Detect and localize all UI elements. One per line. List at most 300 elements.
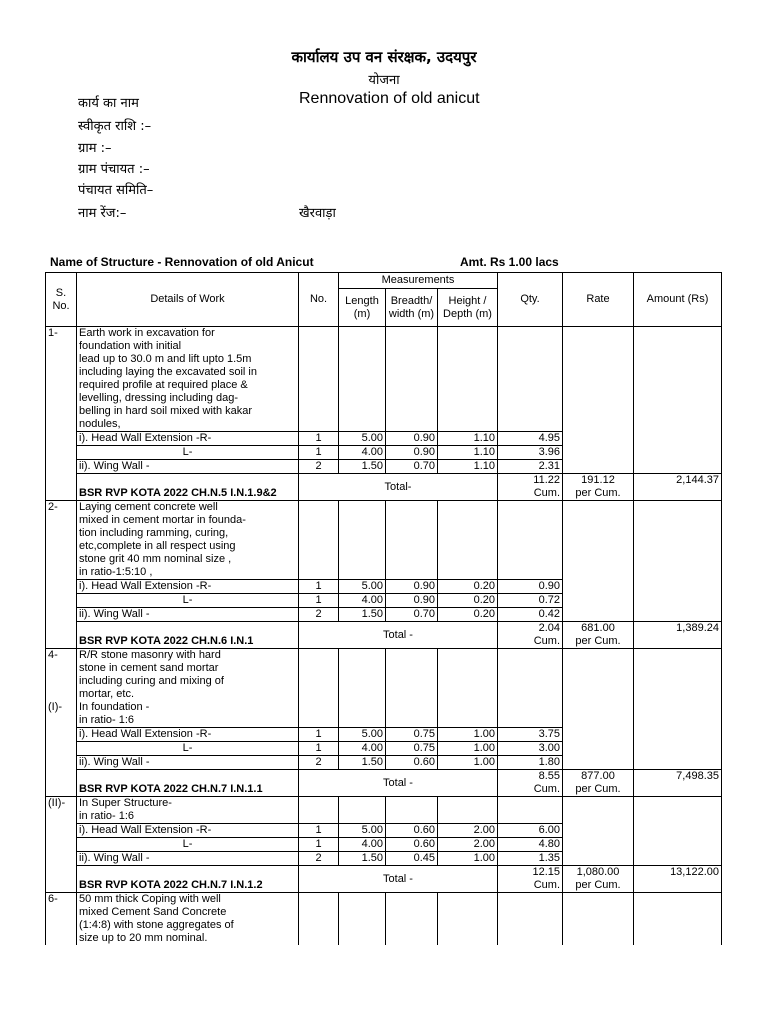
- empty-cell: [563, 852, 634, 866]
- length-cell: 5.00: [339, 432, 386, 446]
- empty-cell: [634, 460, 722, 474]
- total-label: Total -: [299, 866, 498, 893]
- empty-cell: [634, 327, 722, 341]
- empty-cell: [386, 662, 438, 675]
- per-unit-label: per Cum.: [563, 879, 634, 893]
- empty-cell: [438, 714, 498, 728]
- empty-cell: [498, 906, 563, 919]
- empty-cell: [634, 553, 722, 566]
- breadth-cell: 0.75: [386, 742, 438, 756]
- serial-number: [46, 514, 77, 527]
- table-row: [46, 662, 722, 675]
- work-description-line: including laying the excavated soil in: [77, 366, 299, 379]
- empty-cell: [339, 893, 386, 907]
- empty-cell: [498, 714, 563, 728]
- count-cell: 1: [299, 742, 339, 756]
- serial-number: [46, 540, 77, 553]
- empty-cell: [299, 649, 339, 663]
- work-name-value: Rennovation of old anicut: [299, 90, 480, 107]
- serial-number: [46, 688, 77, 701]
- bsr-code: BSR RVP KOTA 2022 CH.N.7 I.N.1.1: [79, 783, 263, 795]
- empty-cell: [438, 418, 498, 432]
- empty-cell: [299, 810, 339, 824]
- work-description-line: Earth work in excavation for: [77, 327, 299, 341]
- empty-cell: [563, 540, 634, 553]
- empty-cell: [563, 649, 634, 663]
- table-row: [46, 866, 722, 880]
- empty-cell: [299, 797, 339, 811]
- work-description-line: levelling, dressing including dag-: [77, 392, 299, 405]
- table-row: [46, 566, 722, 580]
- empty-cell: [438, 327, 498, 341]
- empty-cell: [498, 932, 563, 945]
- col-breadth: Breadth/ width (m): [386, 289, 438, 327]
- col-rate: Rate: [563, 273, 634, 327]
- work-description-line: mixed Cement Sand Concrete: [77, 906, 299, 919]
- length-cell: 4.00: [339, 742, 386, 756]
- table-row: [46, 797, 722, 811]
- work-description-line: Laying cement concrete well: [77, 501, 299, 515]
- table-row: [46, 728, 722, 742]
- total-label: Total -: [299, 622, 498, 649]
- empty-cell: [634, 932, 722, 945]
- empty-cell: [563, 838, 634, 852]
- empty-cell: [438, 540, 498, 553]
- empty-cell: [299, 701, 339, 714]
- empty-cell: [339, 340, 386, 353]
- village-label: ग्राम :–: [78, 141, 112, 156]
- unit-label: Cum.: [498, 783, 563, 797]
- empty-cell: [563, 432, 634, 446]
- range-value: खैरवाड़ा: [299, 206, 336, 221]
- table-row: [46, 688, 722, 701]
- empty-cell: [339, 797, 386, 811]
- height-cell: 0.20: [438, 580, 498, 594]
- ratio-text: in ratio- 1:6: [77, 810, 299, 824]
- per-unit-label: per Cum.: [563, 487, 634, 501]
- empty-cell: [634, 566, 722, 580]
- qty-cell: 3.75: [498, 728, 563, 742]
- empty-cell: [498, 405, 563, 418]
- table-row: [46, 514, 722, 527]
- serial-number: [46, 379, 77, 392]
- empty-cell: [634, 893, 722, 907]
- empty-cell: [634, 340, 722, 353]
- empty-cell: [634, 919, 722, 932]
- empty-cell: [563, 756, 634, 770]
- height-cell: 1.10: [438, 432, 498, 446]
- empty-cell: [438, 566, 498, 580]
- total-qty: 11.22: [498, 474, 563, 488]
- work-description-line: mixed in cement mortar in founda-: [77, 514, 299, 527]
- work-description-line: size up to 20 mm nominal.: [77, 932, 299, 945]
- col-qty: Qty.: [498, 273, 563, 327]
- empty-cell: [46, 742, 77, 756]
- work-description-line: belling in hard soil mixed with kakar: [77, 405, 299, 418]
- empty-cell: [563, 824, 634, 838]
- empty-cell: [386, 566, 438, 580]
- empty-cell: [386, 353, 438, 366]
- empty-cell: [46, 622, 77, 636]
- unit-label: Cum.: [498, 487, 563, 501]
- total-qty: 8.55: [498, 770, 563, 784]
- length-cell: 1.50: [339, 852, 386, 866]
- empty-cell: [438, 366, 498, 379]
- empty-cell: [339, 327, 386, 341]
- empty-cell: [438, 675, 498, 688]
- empty-cell: [386, 906, 438, 919]
- empty-cell: [46, 608, 77, 622]
- empty-cell: [46, 446, 77, 460]
- sub-serial-number: (I)-: [46, 701, 77, 714]
- empty-cell: [386, 405, 438, 418]
- bsr-reference: [77, 770, 299, 797]
- empty-cell: [438, 932, 498, 945]
- table-row: [46, 852, 722, 866]
- breadth-cell: 0.60: [386, 824, 438, 838]
- empty-cell: [299, 675, 339, 688]
- empty-cell: [46, 714, 77, 728]
- table-row: [46, 418, 722, 432]
- count-cell: 1: [299, 594, 339, 608]
- measurement-row-name: L-: [77, 594, 299, 608]
- amount-value: 7,498.35: [634, 770, 722, 797]
- qty-cell: 2.31: [498, 460, 563, 474]
- bsr-code: BSR RVP KOTA 2022 CH.N.5 I.N.1.9&2: [79, 487, 277, 499]
- count-cell: 1: [299, 446, 339, 460]
- breadth-cell: 0.90: [386, 580, 438, 594]
- count-cell: 1: [299, 432, 339, 446]
- empty-cell: [299, 379, 339, 392]
- empty-cell: [299, 366, 339, 379]
- empty-cell: [634, 838, 722, 852]
- col-measurements: Measurements: [339, 273, 498, 289]
- empty-cell: [438, 797, 498, 811]
- serial-number: 1-: [46, 327, 77, 341]
- measurement-row-name: i). Head Wall Extension -R-: [77, 824, 299, 838]
- empty-cell: [299, 553, 339, 566]
- serial-number: [46, 527, 77, 540]
- serial-number: (II)-: [46, 797, 77, 811]
- table-row: [46, 527, 722, 540]
- empty-cell: [498, 662, 563, 675]
- table-row: [46, 742, 722, 756]
- empty-cell: [634, 366, 722, 379]
- empty-cell: [498, 919, 563, 932]
- empty-cell: [563, 675, 634, 688]
- empty-cell: [438, 701, 498, 714]
- height-cell: 1.00: [438, 728, 498, 742]
- qty-cell: 1.35: [498, 852, 563, 866]
- empty-cell: [386, 701, 438, 714]
- height-cell: 1.00: [438, 852, 498, 866]
- empty-cell: [339, 379, 386, 392]
- empty-cell: [563, 340, 634, 353]
- measurement-row-name: i). Head Wall Extension -R-: [77, 432, 299, 446]
- empty-cell: [634, 594, 722, 608]
- ratio-text: in ratio- 1:6: [77, 714, 299, 728]
- empty-cell: [634, 824, 722, 838]
- empty-cell: [563, 714, 634, 728]
- empty-cell: [299, 392, 339, 405]
- empty-cell: [498, 566, 563, 580]
- empty-cell: [438, 810, 498, 824]
- gram-panchayat-label: ग्राम पंचायत :–: [78, 162, 150, 177]
- empty-cell: [46, 783, 77, 797]
- empty-cell: [563, 662, 634, 675]
- col-sno: S. No.: [46, 273, 77, 327]
- empty-cell: [339, 566, 386, 580]
- empty-cell: [498, 675, 563, 688]
- table-row: [46, 379, 722, 392]
- empty-cell: [563, 501, 634, 515]
- empty-cell: [438, 353, 498, 366]
- length-cell: 4.00: [339, 446, 386, 460]
- breadth-cell: 0.90: [386, 446, 438, 460]
- empty-cell: [299, 714, 339, 728]
- empty-cell: [46, 432, 77, 446]
- table-row: [46, 919, 722, 932]
- empty-cell: [634, 662, 722, 675]
- empty-cell: [563, 527, 634, 540]
- work-description-line: lead up to 30.0 m and lift upto 1.5m: [77, 353, 299, 366]
- empty-cell: [299, 405, 339, 418]
- empty-cell: [386, 418, 438, 432]
- empty-cell: [299, 688, 339, 701]
- empty-cell: [563, 701, 634, 714]
- serial-number: [46, 675, 77, 688]
- col-no: No.: [299, 273, 339, 327]
- empty-cell: [563, 379, 634, 392]
- table-row: [46, 353, 722, 366]
- empty-cell: [299, 893, 339, 907]
- total-qty: 2.04: [498, 622, 563, 636]
- count-cell: 1: [299, 580, 339, 594]
- height-cell: 2.00: [438, 824, 498, 838]
- empty-cell: [299, 932, 339, 945]
- panchayat-samiti-label: पंचायत समिति–: [78, 183, 154, 198]
- per-unit-label: per Cum.: [563, 783, 634, 797]
- empty-cell: [498, 649, 563, 663]
- work-description-line: (1:4:8) with stone aggregates of: [77, 919, 299, 932]
- table-row: [46, 906, 722, 919]
- empty-cell: [339, 810, 386, 824]
- empty-cell: [563, 327, 634, 341]
- scheme-label: योजना: [368, 73, 400, 88]
- empty-cell: [46, 824, 77, 838]
- length-cell: 5.00: [339, 824, 386, 838]
- empty-cell: [339, 392, 386, 405]
- sub-item-title: In foundation -: [77, 701, 299, 714]
- empty-cell: [339, 405, 386, 418]
- table-row: [46, 893, 722, 907]
- empty-cell: [299, 353, 339, 366]
- structure-amount: Amt. Rs 1.00 lacs: [460, 255, 559, 269]
- empty-cell: [563, 810, 634, 824]
- empty-cell: [498, 392, 563, 405]
- empty-cell: [46, 580, 77, 594]
- table-row: [46, 714, 722, 728]
- empty-cell: [634, 501, 722, 515]
- empty-cell: [563, 460, 634, 474]
- measurement-row-name: i). Head Wall Extension -R-: [77, 728, 299, 742]
- empty-cell: [438, 906, 498, 919]
- count-cell: 2: [299, 852, 339, 866]
- empty-cell: [563, 797, 634, 811]
- table-row: [46, 701, 722, 714]
- empty-cell: [563, 366, 634, 379]
- breadth-cell: 0.90: [386, 594, 438, 608]
- empty-cell: [634, 580, 722, 594]
- table-row: [46, 770, 722, 784]
- qty-cell: 0.72: [498, 594, 563, 608]
- serial-number: [46, 392, 77, 405]
- serial-number: 6-: [46, 893, 77, 907]
- empty-cell: [339, 932, 386, 945]
- empty-cell: [563, 893, 634, 907]
- work-description-line: stone grit 40 mm nominal size ,: [77, 553, 299, 566]
- work-description-line: R/R stone masonry with hard: [77, 649, 299, 663]
- empty-cell: [46, 770, 77, 784]
- empty-cell: [386, 366, 438, 379]
- empty-cell: [498, 366, 563, 379]
- empty-cell: [563, 514, 634, 527]
- empty-cell: [498, 379, 563, 392]
- empty-cell: [46, 866, 77, 880]
- serial-number: [46, 366, 77, 379]
- empty-cell: [339, 418, 386, 432]
- empty-cell: [339, 527, 386, 540]
- empty-cell: [386, 501, 438, 515]
- table-row: [46, 649, 722, 663]
- empty-cell: [498, 501, 563, 515]
- qty-cell: 6.00: [498, 824, 563, 838]
- serial-number: [46, 919, 77, 932]
- empty-cell: [438, 919, 498, 932]
- empty-cell: [634, 527, 722, 540]
- range-label: नाम रेंज:–: [78, 206, 127, 221]
- empty-cell: [299, 418, 339, 432]
- sanction-amount-label: स्वीकृत राशि :–: [78, 119, 152, 134]
- breadth-cell: 0.75: [386, 728, 438, 742]
- serial-number: [46, 553, 77, 566]
- empty-cell: [46, 838, 77, 852]
- empty-cell: [386, 379, 438, 392]
- length-cell: 1.50: [339, 608, 386, 622]
- qty-cell: 4.95: [498, 432, 563, 446]
- empty-cell: [46, 879, 77, 893]
- rate-value: 191.12: [563, 474, 634, 488]
- length-cell: 4.00: [339, 594, 386, 608]
- measurement-row-name: ii). Wing Wall -: [77, 852, 299, 866]
- empty-cell: [386, 340, 438, 353]
- measurement-row-name: ii). Wing Wall -: [77, 460, 299, 474]
- empty-cell: [438, 501, 498, 515]
- empty-cell: [438, 340, 498, 353]
- total-label: Total-: [299, 474, 498, 501]
- empty-cell: [563, 353, 634, 366]
- empty-cell: [299, 906, 339, 919]
- qty-cell: 4.80: [498, 838, 563, 852]
- table-row: [46, 460, 722, 474]
- table-row: [46, 838, 722, 852]
- empty-cell: [46, 635, 77, 649]
- empty-cell: [634, 353, 722, 366]
- measurement-row-name: i). Head Wall Extension -R-: [77, 580, 299, 594]
- empty-cell: [563, 688, 634, 701]
- empty-cell: [339, 714, 386, 728]
- serial-number: [46, 340, 77, 353]
- height-cell: 1.10: [438, 446, 498, 460]
- bsr-reference: [77, 622, 299, 649]
- empty-cell: [634, 608, 722, 622]
- empty-cell: [438, 527, 498, 540]
- empty-cell: [386, 714, 438, 728]
- empty-cell: [386, 527, 438, 540]
- empty-cell: [634, 810, 722, 824]
- empty-cell: [299, 919, 339, 932]
- empty-cell: [46, 594, 77, 608]
- empty-cell: [386, 327, 438, 341]
- table-row: [46, 327, 722, 341]
- height-cell: 1.00: [438, 756, 498, 770]
- col-amount: Amount (Rs): [634, 273, 722, 327]
- empty-cell: [339, 662, 386, 675]
- empty-cell: [498, 353, 563, 366]
- table-row: [46, 810, 722, 824]
- empty-cell: [498, 553, 563, 566]
- empty-cell: [299, 540, 339, 553]
- empty-cell: [339, 906, 386, 919]
- empty-cell: [46, 487, 77, 501]
- empty-cell: [563, 919, 634, 932]
- empty-cell: [498, 418, 563, 432]
- empty-cell: [563, 392, 634, 405]
- empty-cell: [46, 756, 77, 770]
- table-row: [46, 580, 722, 594]
- empty-cell: [634, 742, 722, 756]
- empty-cell: [386, 540, 438, 553]
- length-cell: 4.00: [339, 838, 386, 852]
- serial-number: [46, 405, 77, 418]
- empty-cell: [563, 932, 634, 945]
- serial-number: [46, 566, 77, 580]
- count-cell: 2: [299, 460, 339, 474]
- height-cell: 1.10: [438, 460, 498, 474]
- empty-cell: [563, 405, 634, 418]
- empty-cell: [634, 514, 722, 527]
- per-unit-label: per Cum.: [563, 635, 634, 649]
- empty-cell: [438, 405, 498, 418]
- qty-cell: 3.00: [498, 742, 563, 756]
- empty-cell: [339, 514, 386, 527]
- structure-name: Name of Structure - Rennovation of old Anicut: [50, 255, 314, 269]
- table-row: [46, 446, 722, 460]
- work-description-line: foundation with initial: [77, 340, 299, 353]
- bsr-code: BSR RVP KOTA 2022 CH.N.6 I.N.1: [79, 635, 254, 647]
- empty-cell: [563, 594, 634, 608]
- empty-cell: [498, 701, 563, 714]
- breadth-cell: 0.60: [386, 838, 438, 852]
- breadth-cell: 0.60: [386, 756, 438, 770]
- qty-cell: 3.96: [498, 446, 563, 460]
- table-row: [46, 501, 722, 515]
- empty-cell: [386, 919, 438, 932]
- empty-cell: [299, 514, 339, 527]
- empty-cell: [634, 446, 722, 460]
- table-row: [46, 540, 722, 553]
- table-row: [46, 622, 722, 636]
